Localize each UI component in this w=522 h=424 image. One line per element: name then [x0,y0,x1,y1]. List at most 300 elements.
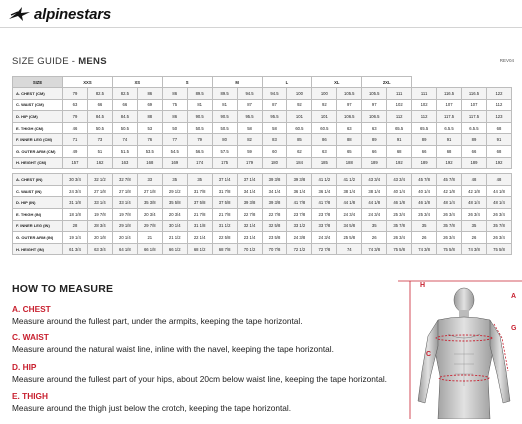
table-cell: 27 1/8 [112,185,137,197]
table-cell: 76 [137,134,162,146]
table-cell: 63 3/4 [87,243,112,255]
table-cell: 57.5 [212,145,237,157]
row-label: D. HIP (CM) [13,111,63,123]
table-cell: 79 [63,111,88,123]
table-cell: 48 1/4 [437,197,462,209]
table-cell: 63 [362,122,387,134]
table-cell: 189 [462,157,487,169]
table-cell: 82.5 [112,88,137,100]
table-cell: 97 [362,99,387,111]
table-cell: 61 3/4 [63,243,88,255]
table-row [13,88,512,100]
table-cell: 21 [137,232,162,244]
table-cell: 24 3/4 [337,208,362,220]
row-label: F. INNER LEG (IN) [13,220,63,232]
table-cell: 35 5/8 [162,197,187,209]
table-cell: 122 [486,88,511,100]
table-row [13,145,512,157]
table-cell: 66 [112,99,137,111]
table-cell: 35 [362,220,387,232]
table-cell: 94.5 [237,88,262,100]
body-measurement-figure [398,276,522,419]
measure-text: Measure around the thigh just below the crotch, keeping the tape horizontal. [12,403,292,413]
table-cell: 39 3/8 [237,197,262,209]
table-cell: 169 [162,157,187,169]
table-cell: 48 1/4 [462,197,487,209]
row-label: D. HIP (IN) [13,197,63,209]
table-cell: 26 3/4 [486,208,511,220]
row-label: H. HEIGHT (CM) [13,157,63,169]
table-cell: 89.5 [187,88,212,100]
table-row [13,197,512,209]
table-cell: 33 1/2 [287,220,312,232]
table-cell: 54.5 [162,145,187,157]
table-cell: 66 [462,145,487,157]
table-cell: 112 [486,99,511,111]
table-cell: 95.5 [237,111,262,123]
table-cell: 73 [87,134,112,146]
table-cell: 189 [412,157,437,169]
table-cell: 33 1/4 [112,197,137,209]
row-label: E. THIGH (CM) [13,122,63,134]
table-cell: 105.5 [337,88,362,100]
table-cell: 22 7/8 [262,208,287,220]
table-cell: 112 [387,111,412,123]
table-cell: 34 1/4 [237,185,262,197]
table-cell: 31 7/8 [212,185,237,197]
table-cell: 34 1/4 [262,185,287,197]
table-cell: 117.5 [462,111,487,123]
table-cell: 74 3/8 [362,243,387,255]
table-cell: 82 [237,134,262,146]
table-cell: 89 [362,134,387,146]
table-cell: 91 [486,134,511,146]
table-cell: 50.5 [112,122,137,134]
table-cell: 75 5/8 [486,243,511,255]
table-cell: 40 1/4 [412,185,437,197]
table-cell: 65.5 [412,122,437,134]
measure-item-hip [12,362,387,384]
table-cell: 21 1/2 [162,232,187,244]
table-cell: 50.5 [87,122,112,134]
table-cell: 33 [137,174,162,186]
table-cell: 19 1/4 [63,232,88,244]
table-cell: 28 [63,220,88,232]
table-cell: 58 [262,122,287,134]
table-cell: 60.5 [312,122,337,134]
table-cell: 74 [112,134,137,146]
table-cell: 21 7/8 [187,208,212,220]
table-cell: 30 1/4 [162,220,187,232]
size-header-l: L [262,77,312,88]
table-cell: 95.5 [262,111,287,123]
table-cell: 92 [287,99,312,111]
table-cell: 22 5/8 [212,232,237,244]
figure-letter-a: A [511,293,517,300]
table-cell: 26 [412,232,437,244]
table-cell: 42 1/8 [462,185,487,197]
table-cell: 192 [486,157,511,169]
table-cell: 79 [63,88,88,100]
table-cell: 42 1/8 [437,185,462,197]
table-cell: 37 5/8 [212,197,237,209]
table-cell: 44 1/8 [486,185,511,197]
table-row [13,243,512,255]
figure-letter-g: G [511,325,517,332]
table-cell: 26 3/4 [387,232,412,244]
table-cell: 86 [162,88,187,100]
size-guide-title [12,56,107,67]
row-label: A. CHEST (CM) [13,88,63,100]
size-header-xl: XL [312,77,362,88]
table-cell: 111 [387,88,412,100]
brand-logo [8,4,111,24]
table-cell: 39 3/8 [262,174,287,186]
table-cell: 72 1/2 [287,243,312,255]
table-row [13,208,512,220]
table-cell: 86 [162,111,187,123]
table-cell: 50.5 [212,122,237,134]
table-cell: 24 3/4 [362,208,387,220]
table-cell: 101 [312,111,337,123]
table-cell: 51 [87,145,112,157]
table-cell: 107 [437,99,462,111]
measure-text: Measure around the natural waist line, inline with the navel, keeping the tape horizontal. [12,344,334,354]
table-cell: 116.5 [462,88,487,100]
table-cell: 101 [287,111,312,123]
measure-heading: D. HIP [12,362,37,372]
table-cell: 59 [237,145,262,157]
table-cell: 46 1/8 [412,197,437,209]
table-cell: 48 [462,174,487,186]
table-cell: 97 [337,99,362,111]
table-cell: 72 7/8 [312,243,337,255]
table-cell: 35 7/8 [437,220,462,232]
size-header-xxs: XXS [63,77,113,88]
table-cell: 35 7/8 [387,220,412,232]
table-cell: 83 [262,134,287,146]
table-cell: 36 1/4 [287,185,312,197]
row-label: E. THIGH (IN) [13,208,63,220]
table-cell: 117.5 [437,111,462,123]
table-cell: 89 [412,134,437,146]
table-cell: 25 3/4 [412,208,437,220]
table-cell: 68 7/8 [212,243,237,255]
table-cell: 37 1/4 [237,174,262,186]
table-cell: 34 5/8 [337,220,362,232]
table-cell: 74 3/8 [462,243,487,255]
table-cell: 35 3/8 [137,197,162,209]
size-guide-title-gender: MENS [78,56,107,67]
row-label: G. OUTER ARM (CM) [13,145,63,157]
table-cell: 64 1/8 [112,243,137,255]
table-cell: 6.5.5 [462,122,487,134]
row-label: A. CHEST (IN) [13,174,63,186]
table-row [13,122,512,134]
table-cell: 188 [337,157,362,169]
table-cell: 51.5 [112,145,137,157]
how-to-measure-title: HOW TO MEASURE [12,283,114,295]
table-cell: 19 7/8 [112,208,137,220]
table-cell: 50.5 [187,122,212,134]
table-cell: 63 [312,145,337,157]
table-cell: 79 [187,134,212,146]
table-cell: 30 3/4 [63,174,88,186]
table-cell: 84.5 [112,111,137,123]
table-cell: 37 5/8 [187,197,212,209]
table-cell: 26 [462,232,487,244]
table-cell: 91 [387,134,412,146]
table-cell: 112 [412,111,437,123]
table-cell: 46 1/8 [387,197,412,209]
table-cell: 27 1/8 [87,185,112,197]
table-cell: 168 [137,157,162,169]
measure-item-thigh [12,391,291,413]
measure-heading: E. THIGH [12,391,48,401]
revision-label: REV04 [499,58,514,63]
table-cell: 26 3/4 [437,208,462,220]
table-cell: 35 [187,174,212,186]
table-cell: 33 1/4 [87,197,112,209]
table-cell: 22 7/8 [237,208,262,220]
table-cell: 28 3/4 [87,220,112,232]
table-cell: 87 [262,99,287,111]
row-label: C. WAIST (CM) [13,99,63,111]
alpinestars-star-icon [8,6,32,22]
table-cell: 77 [162,134,187,146]
table-cell: 89.5 [212,88,237,100]
table-cell: 32 7/8 [112,174,137,186]
table-cell: 49 [63,145,88,157]
table-cell: 44 1/8 [337,197,362,209]
table-cell: 68 [486,145,511,157]
table-cell: 35 [462,220,487,232]
table-cell: 184 [287,157,312,169]
table-cell: 23 1/4 [237,232,262,244]
table-cell: 185 [312,157,337,169]
table-cell: 62 [287,145,312,157]
table-row [13,134,512,146]
table-cell: 102 [412,99,437,111]
table-cell: 180 [262,157,287,169]
row-label: F. INNER LEG (CM) [13,134,63,146]
table-cell: 106.5 [362,111,387,123]
table-cell: 41 7/8 [287,197,312,209]
table-cell: 74 [337,243,362,255]
table-cell: 56.5 [187,145,212,157]
table-cell: 189 [362,157,387,169]
table-cell: 107 [462,99,487,111]
table-cell: 81 [187,99,212,111]
table-cell: 87 [237,99,262,111]
table-cell: 26 [362,232,387,244]
table-cell: 41 1/2 [337,174,362,186]
table-cell: 35 [412,220,437,232]
figure-letter-h: H [420,282,426,289]
table-cell: 106.5 [337,111,362,123]
table-cell: 192 [387,157,412,169]
table-cell: 75 5/8 [437,243,462,255]
row-label: H. HEIGHT (IN) [13,243,63,255]
table-cell: 179 [237,157,262,169]
table-cell: 70 1/2 [237,243,262,255]
table-cell: 63 [337,122,362,134]
table-cell: 123 [486,111,511,123]
body-diagram-illustration [398,276,522,419]
table-cell: 66 1/2 [162,243,187,255]
table-cell: 44 1/8 [362,197,387,209]
table-cell: 24 3/4 [312,232,337,244]
table-cell: 27 1/8 [137,185,162,197]
table-cell: 31 1/8 [187,220,212,232]
table-cell: 92 [312,99,337,111]
table-cell: 21 7/8 [212,208,237,220]
table-cell: 100 [287,88,312,100]
table-cell: 19 7/8 [87,208,112,220]
table-cell: 32 1/4 [237,220,262,232]
measure-text: Measure around the fullest part of your hips, about 20cm below waist line, keeping the tape horizontal. [12,374,387,384]
table-cell: 89 [462,134,487,146]
table-cell: 53 [137,122,162,134]
table-cell: 68 1/2 [187,243,212,255]
size-header-row [13,77,512,88]
table-cell: 162 [87,157,112,169]
table-cell: 86 [312,134,337,146]
table-cell: 41 1/2 [312,174,337,186]
table-row [13,111,512,123]
table-cell: 84.5 [87,111,112,123]
table-cell: 29 1/8 [112,220,137,232]
brand-name: alpinestars [34,5,112,23]
size-header-xs: XS [112,77,162,88]
table-cell: 91 [437,134,462,146]
table-cell: 22 1/4 [187,232,212,244]
table-cell: 26 3/4 [462,208,487,220]
table-cell: 53.5 [137,145,162,157]
table-cell: 90.5 [187,111,212,123]
measure-heading: C. WAIST [12,332,49,342]
table-cell: 69 [137,99,162,111]
table-cell: 37 1/4 [212,174,237,186]
table-cell: 157 [63,157,88,169]
table-row [13,232,512,244]
table-cell: 66 1/8 [137,243,162,255]
table-cell: 82.5 [87,88,112,100]
table-cell: 116.5 [437,88,462,100]
table-cell: 35 [162,174,187,186]
table-row [13,174,512,186]
table-cell: 86 [137,88,162,100]
table-cell: 70 7/8 [262,243,287,255]
table-cell: 102 [387,99,412,111]
table-cell: 48 1/4 [486,197,511,209]
table-cell: 65.5 [387,122,412,134]
header-divider [0,27,522,28]
table-cell: 68 [387,145,412,157]
table-cell: 38 1/4 [362,185,387,197]
table-cell: 23 7/8 [287,208,312,220]
table-cell: 50 [162,122,187,134]
table-cell: 43 3/4 [387,174,412,186]
figure-letter-c: C [426,351,432,358]
table-cell: 32 1/2 [87,174,112,186]
table-cell: 36 1/4 [312,185,337,197]
table-cell: 31 1/2 [212,220,237,232]
table-cell: 163 [112,157,137,169]
table-cell: 20 1/4 [112,232,137,244]
table-cell: 45 7/8 [437,174,462,186]
table-cell: 29 7/8 [137,220,162,232]
table-row [13,185,512,197]
table-cell: 66 [87,99,112,111]
table-cell: 65 [337,145,362,157]
table-cell: 66 [362,145,387,157]
table-cell: 74 3/8 [412,243,437,255]
table-cell: 41 7/8 [312,197,337,209]
table-cell: 48 [486,174,511,186]
table-cell: 32 5/8 [262,220,287,232]
table-cell: 85 [287,134,312,146]
table-cell: 81 [212,99,237,111]
table-cell: 24 3/4 [63,185,88,197]
size-table [12,76,512,255]
table-cell: 20 3/4 [162,208,187,220]
table-cell: 29 1/2 [162,185,187,197]
measure-item-chest [12,304,303,326]
table-cell: 23 7/8 [312,208,337,220]
table-row [13,220,512,232]
table-cell: 88 [137,111,162,123]
table-cell: 20 1/8 [87,232,112,244]
table-cell: 43 3/4 [362,174,387,186]
table-cell: 20 3/4 [137,208,162,220]
table-cell: 71 [63,134,88,146]
table-cell: 23 5/8 [262,232,287,244]
table-cell: 66 [412,145,437,157]
table-cell: 24 3/8 [287,232,312,244]
table-cell: 100 [312,88,337,100]
measure-text: Measure around the fullest part, under the armpits, keeping the tape horizontal. [12,316,303,326]
table-cell: 18 1/8 [63,208,88,220]
size-header-m: M [212,77,262,88]
table-cell: 63 [63,99,88,111]
table-cell: 40 1/4 [387,185,412,197]
table-cell: 35 7/8 [486,220,511,232]
table-cell: 45 7/8 [412,174,437,186]
table-cell: 68 [437,145,462,157]
table-cell: 25 5/8 [337,232,362,244]
size-header-2xl: 2XL [362,77,412,88]
table-cell: 39 3/8 [262,197,287,209]
table-cell: 68 [486,122,511,134]
table-cell: 26 3/4 [437,232,462,244]
row-label: G. OUTER ARM (IN) [13,232,63,244]
table-cell: 105.5 [362,88,387,100]
table-cell: 6.5.5 [437,122,462,134]
measure-item-waist [12,332,334,354]
table-cell: 88 [337,134,362,146]
measure-heading: A. CHEST [12,304,51,314]
row-label: C. WAIST (IN) [13,185,63,197]
table-cell: 46 [63,122,88,134]
table-cell: 90.5 [212,111,237,123]
table-cell: 75 5/8 [387,243,412,255]
table-cell: 175 [212,157,237,169]
table-row [13,157,512,169]
table-row [13,99,512,111]
table-cell: 60.5 [287,122,312,134]
table-cell: 174 [187,157,212,169]
